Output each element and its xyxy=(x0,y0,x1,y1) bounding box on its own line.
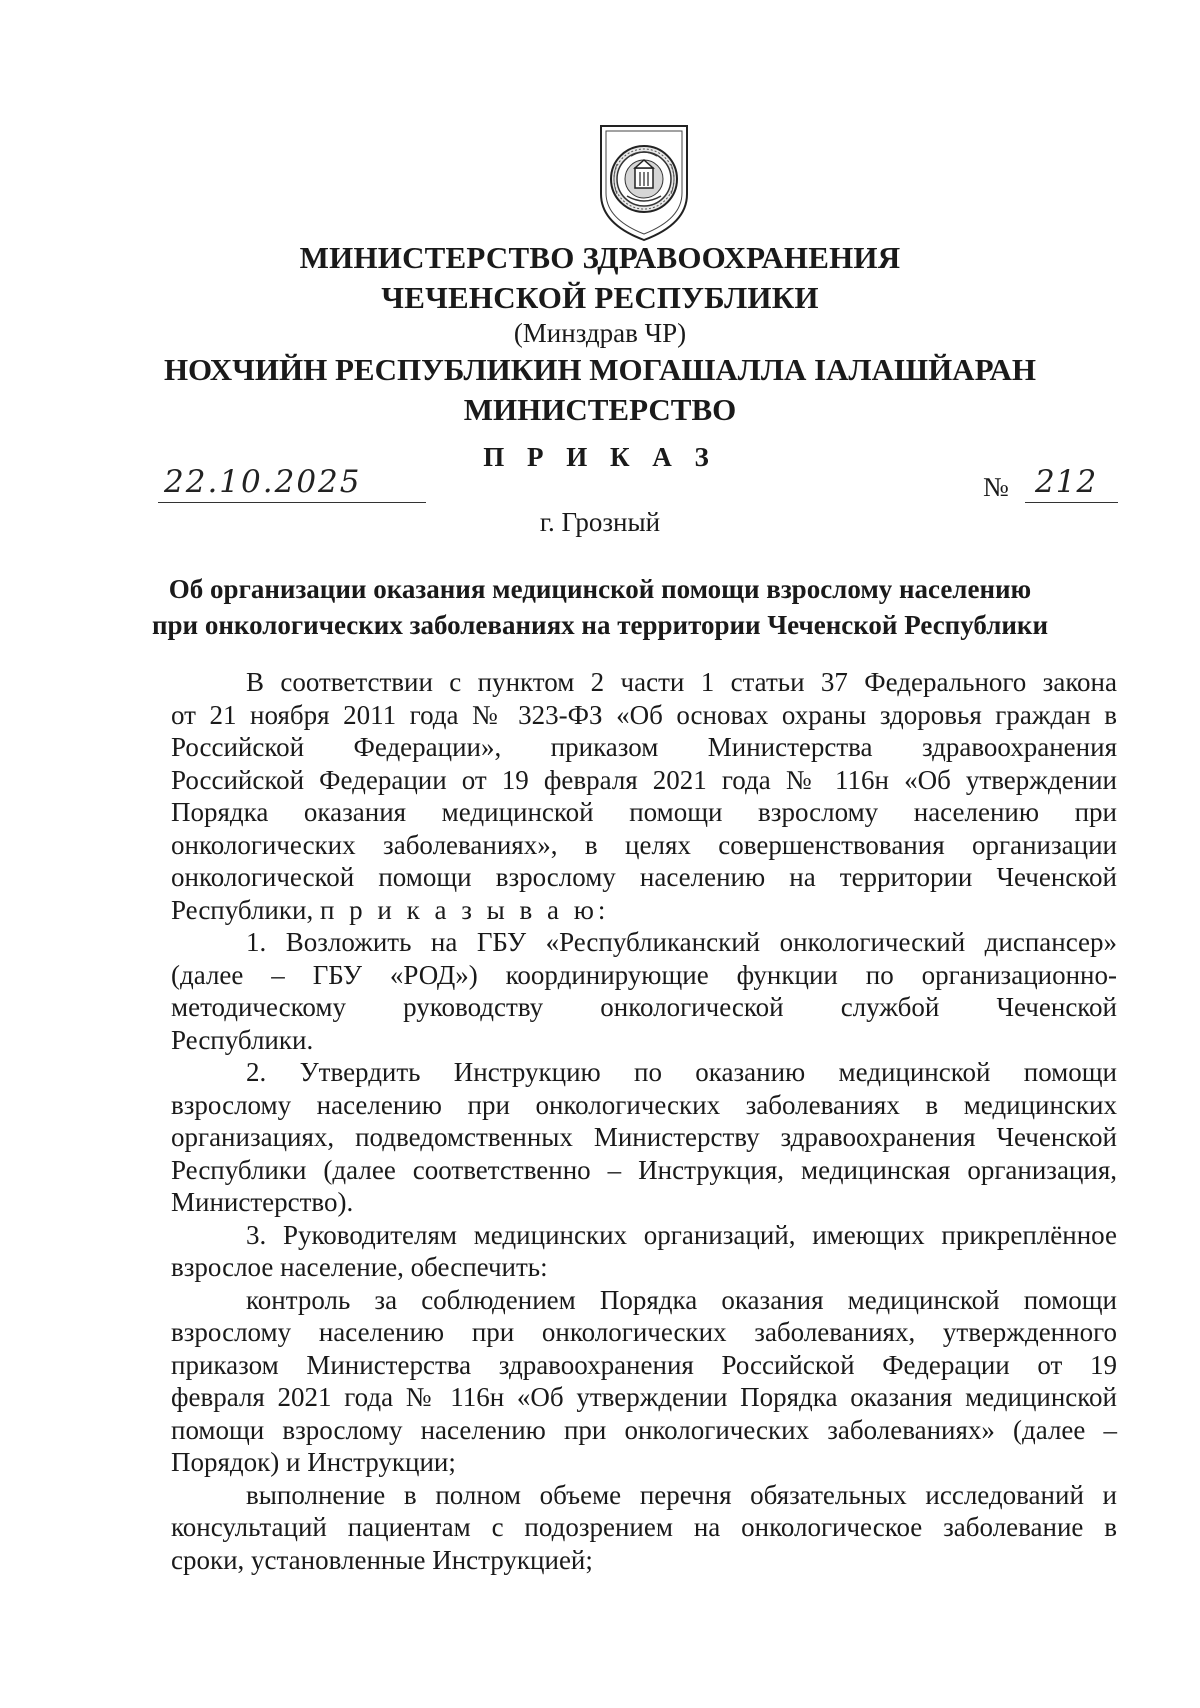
order-subject xyxy=(0,571,1200,643)
ministry-abbreviation: (Минздрав ЧР) xyxy=(513,318,687,348)
body-line xyxy=(171,894,1117,927)
order-city: г. Грозный xyxy=(539,507,661,537)
body-line: приказом Министерства здравоохранения Российской Федерации от 19 xyxy=(171,1349,1117,1380)
coat-of-arms-icon xyxy=(597,124,691,242)
ministry-name-ru-line-2: ЧЕЧЕНСКОЙ РЕСПУБЛИКИ xyxy=(381,280,819,315)
ministry-name-ru xyxy=(0,238,1200,318)
body-line: Республики. xyxy=(171,1024,314,1055)
body-line: Российской Федерации от 19 февраля 2021 года № 116н «Об утверждении xyxy=(171,764,1117,795)
order-number-field xyxy=(983,464,1118,502)
body-line: методическому руководству онкологической службой Чеченской xyxy=(171,992,1117,1022)
ministry-name-ru-line-1: МИНИСТЕРСТВО ЗДРАВООХРАНЕНИЯ xyxy=(299,240,901,275)
body-line: Министерство). xyxy=(171,1187,354,1217)
body-line: февраля 2021 года № 116н «Об утверждении Порядка оказания медицинской xyxy=(171,1382,1117,1412)
body-line: онкологической помощи взрослому населению на территории Чеченской xyxy=(171,862,1117,892)
body-line: 2. Утвердить Инструкцию по оказанию медицинской помощи xyxy=(246,1057,1117,1087)
order-subject-line-1: Об организации оказания медицинской помощи взрослому населению xyxy=(168,574,1032,604)
body-line: 3. Руководителям медицинских организаций, имеющих прикреплённое xyxy=(246,1219,1117,1250)
body-line-part: Республики, xyxy=(171,894,314,925)
order-subject-line-2: при онкологических заболеваниях на территории Чеченской Республики xyxy=(151,610,1049,640)
order-number: 212 xyxy=(1035,464,1098,500)
body-line: организациях, подведомственных Министерству здравоохранения Чеченской xyxy=(171,1122,1117,1152)
body-line: помощи взрослому населению при онкологических заболеваниях» (далее – xyxy=(171,1414,1117,1445)
body-line: взрослому населению при онкологических заболеваниях в медицинских xyxy=(171,1089,1117,1120)
body-line: сроки, установленные Инструкцией; xyxy=(171,1544,593,1575)
body-line: В соответствии с пунктом 2 части 1 статьи 37 Федерального закона xyxy=(246,667,1117,697)
order-title: П Р И К А З xyxy=(483,442,717,472)
body-line: Российской Федерации», приказом Министерства здравоохранения xyxy=(171,732,1117,762)
body-line: взрослое население, обеспечить: xyxy=(171,1252,548,1282)
order-number-label: № xyxy=(983,472,1009,502)
body-line: взрослому населению при онкологических заболеваниях, утвержденного xyxy=(171,1317,1117,1347)
order-number-line xyxy=(1025,464,1118,503)
body-line: от 21 ноября 2011 года № 323-ФЗ «Об основах охраны здоровья граждан в xyxy=(171,699,1117,730)
ministry-name-ce xyxy=(0,350,1200,430)
body-line: онкологических заболеваниях», в целях совершенствования организации xyxy=(171,829,1117,860)
ministry-name-ce-line-2: МИНИСТЕРСТВО xyxy=(463,392,737,427)
order-directive: п р и к а з ы в а ю: xyxy=(319,894,610,925)
body-line: контроль за соблюдением Порядка оказания медицинской помощи xyxy=(246,1284,1117,1315)
body-line: выполнение в полном объеме перечня обязательных исследований и xyxy=(246,1479,1117,1510)
body-line: Республики (далее соответственно – Инструкция, медицинская организация, xyxy=(171,1154,1117,1185)
order-body xyxy=(171,666,1117,1576)
body-line: Порядок) и Инструкции; xyxy=(171,1447,456,1477)
order-date-field xyxy=(158,464,426,503)
ministry-name-ce-line-1: НОХЧИЙН РЕСПУБЛИКИН МОГАШАЛЛА ІАЛАШЙАРАН xyxy=(163,352,1037,387)
body-line: консультаций пациентам с подозрением на онкологическое заболевание в xyxy=(171,1512,1117,1542)
body-line: Порядка оказания медицинской помощи взрослому населению при xyxy=(171,797,1117,827)
body-line: 1. Возложить на ГБУ «Республиканский онкологический диспансер» xyxy=(246,927,1117,957)
body-line: (далее – ГБУ «РОД») координирующие функции по организационно- xyxy=(171,959,1117,990)
order-date: 22.10.2025 xyxy=(164,464,362,500)
